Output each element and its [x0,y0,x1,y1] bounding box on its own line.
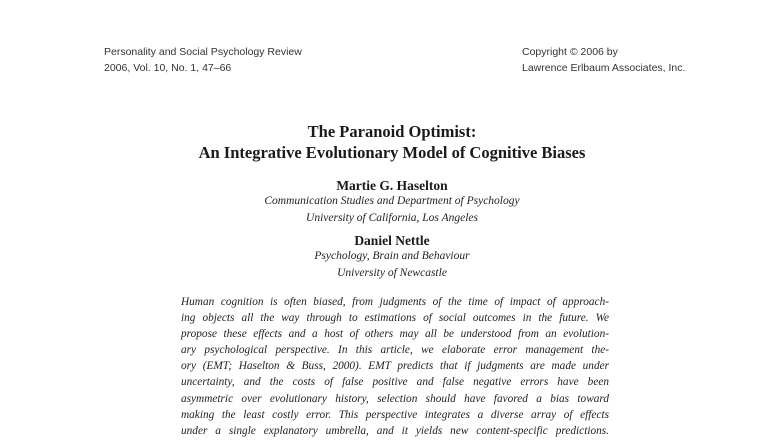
publisher-name: Lawrence Erlbaum Associates, Inc. [522,62,686,74]
copyright-info [522,44,685,76]
copyright-notice: Copyright © 2006 by [522,46,618,58]
journal-info [104,44,302,76]
affiliation-university: University of California, Los Angeles [306,212,478,224]
abstract-line: asymmetric over evolutionary history, selection should have favored a bias toward [181,392,609,405]
title-line-2: An Integrative Evolutionary Model of Cognitive Biases [198,143,586,162]
abstract-line: ing objects all the way through to estimations of social outcomes in the future. We [181,312,609,325]
affiliation-department: Communication Studies and Department of Psychology [264,195,520,207]
abstract-line: uncertainty, and the costs of false positive and false negative errors have been [181,376,609,389]
title-line-1: The Paranoid Optimist: [307,122,477,141]
journal-volume: 2006, Vol. 10, No. 1, 47–66 [104,62,232,74]
paper-title [0,121,784,163]
author-affiliation-1 [0,193,784,227]
affiliation-university: University of Newcastle [337,267,447,279]
abstract-line: Human cognition is often biased, from judgments of the time of impact of approach- [181,296,609,308]
abstract-line: under a single explanatory umbrella, and it yields new content-specific predictions. [181,424,609,437]
abstract-line: propose these effects and a host of others may all be understood from an evolution- [181,328,609,341]
abstract-line: ary psychological perspective. In this article, we elaborate error management the- [181,344,609,357]
author-name-2: Daniel Nettle [354,233,430,248]
author-name-1: Martie G. Haselton [336,178,448,193]
affiliation-department: Psychology, Brain and Behaviour [314,250,470,262]
abstract-line: making the least costly error. This perspective integrates a diverse array of effects [181,408,609,421]
abstract-line: ory (EMT; Haselton & Buss, 2000). EMT predicts that if judgments are made under [181,360,609,373]
abstract [181,294,609,439]
author-affiliation-2 [0,248,784,282]
journal-name: Personality and Social Psychology Review [104,46,302,58]
